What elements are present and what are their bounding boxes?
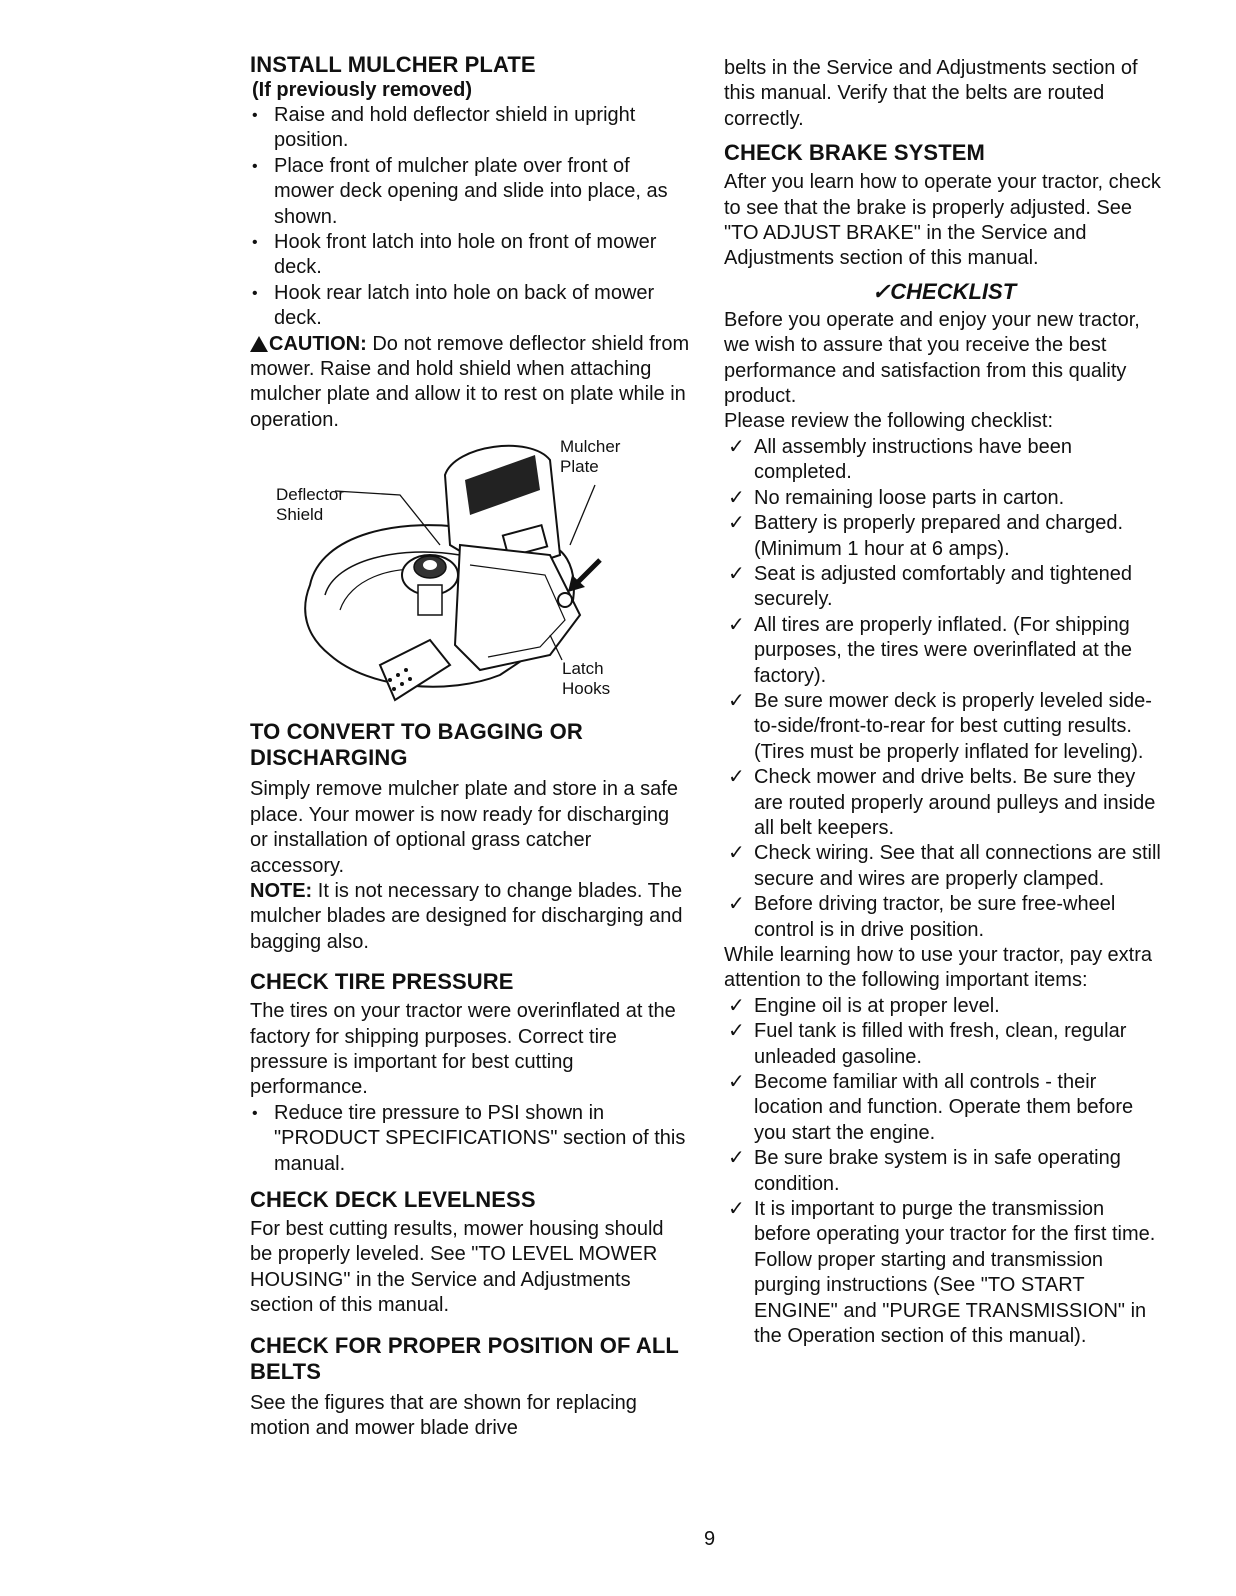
note-label: NOTE: [250,879,313,902]
check-mark-icon: ✓ [728,1147,745,1170]
list-item: ✓ Engine oil is at proper level. [724,994,1164,1019]
list-item: • Hook rear latch into hole on back of mower deck. [250,281,690,332]
check-mark-icon: ✓ [728,766,745,789]
list-item: ✓ It is important to purge the transmission before operating your tractor for the first time. Follow proper starting and transmission purging instructions (See "TO START ENGINE" and "PURGE TRANSMISSION" in the Operation section of this manual). [728,1198,1156,1348]
tire-pressure-text: The tires on your tractor were overinflated at the factory for shipping purposes. Correct tire pressure is important for best cutting performance. [250,1000,676,1099]
caution-paragraph [250,332,690,434]
convert-text: Simply remove mulcher plate and store in a safe place. Your mower is now ready for discharging or installation of optional grass catcher accessory. [250,778,678,877]
list-item: ✓ All tires are properly inflated. (For shipping purposes, the tires were overinflated at the factory). [728,613,1132,687]
list-item: • Place front of mulcher plate over front of mower deck opening and slide into place, as shown. [250,154,690,230]
note-paragraph [250,879,690,955]
list-item: ✓ Check mower and drive belts. Be sure they are routed properly around pulleys and inside all belt keepers. [728,766,1156,839]
caution-text: Do not remove deflector shield from mower. Raise and hold shield when attaching mulcher plate and allow it to rest on plate while in operation. [250,332,690,431]
list-item: ✓ Battery is properly prepared and charged. (Minimum 1 hour at 6 amps). [728,512,1124,560]
list-item: ✓ No remaining loose parts in carton. [724,486,1164,511]
belts-text: See the figures that are shown for replacing motion and mower blade drive [250,1391,637,1439]
list-item: ✓ Be sure mower deck is properly leveled side-to-side/front-to-rear for best cutting results. (Tires must be properly inflated for leveling). [728,689,1152,763]
check-mark-icon: ✓ [728,689,745,712]
list-item: • Hook front latch into hole on front of mower deck. [250,230,690,281]
list-item: • Raise and hold deflector shield in upright position. [250,103,690,154]
latch-hooks-label: Latch Hooks [562,659,611,699]
right-column [724,56,1164,1350]
install-steps-list [250,103,690,332]
check-mark-icon: ✓ [728,512,745,535]
brake-heading: CHECK BRAKE SYSTEM [724,140,985,166]
check-mark-icon: ✓ [728,1198,745,1221]
list-item: ✓ All assembly instructions have been completed. [728,435,1072,484]
deflector-shield-label: Deflector Shield [276,485,345,525]
note-text: It is not necessary to change blades. The mulcher blades are designed for discharging and bagging also. [250,879,683,953]
check-mark-icon: ✓ [728,893,745,916]
important-items [724,994,1164,1350]
checklist-heading: ✓CHECKLIST [871,278,1017,304]
tire-pressure-heading: CHECK TIRE PRESSURE [250,969,514,995]
left-column [250,52,690,1441]
check-mark-icon: ✓ [728,562,745,585]
check-mark-icon: ✓ [728,1071,745,1094]
page-number: 9 [704,1528,716,1550]
deck-levelness-text: For best cutting results, mower housing should be properly leveled. See "TO LEVEL MOWER HOUSING" in the Service and Adjustments section of this manual. [250,1217,664,1317]
check-mark-icon: ✓ [728,842,745,865]
check-mark-icon: ✓ [728,613,745,636]
list-item: ✓ Become familiar with all controls - their location and function. Operate them before you start the engine. [728,1071,1134,1144]
brake-text: After you learn how to operate your tractor, check to see that the brake is properly adjusted. See "TO ADJUST BRAKE" in the Service and Adjustments section of this manual. [724,171,1161,270]
mulcher-plate-label: Mulcher Plate [560,437,621,477]
install-mulcher-subtitle: (If previously removed) [252,79,473,101]
check-mark-icon: ✓ [728,435,745,458]
checklist-items [724,435,1164,943]
convert-heading: TO CONVERT TO BAGGING OR DISCHARGING [250,719,583,771]
belts-heading: CHECK FOR PROPER POSITION OF ALL BELTS [250,1332,679,1384]
deck-levelness-heading: CHECK DECK LEVELNESS [250,1186,536,1212]
list-item: ✓ Fuel tank is filled with fresh, clean, regular unleaded gasoline. [728,1020,1127,1068]
belts-continued-text: belts in the Service and Adjustments section of this manual. Verify that the belts are routed correctly. [724,57,1138,130]
tire-pressure-list [250,1101,690,1177]
learning-text: While learning how to use your tractor, pay extra attention to the following important items: [724,944,1152,992]
caution-label: CAUTION: [269,332,367,355]
mulcher-plate-figure [250,435,650,705]
check-mark-icon: ✓ [728,994,745,1017]
checklist-intro: Before you operate and enjoy your new tractor, we wish to assure that you receive the best performance and satisfaction from this quality product. [724,308,1140,408]
check-mark-icon: ✓ [728,486,745,509]
list-item: ✓ Check wiring. See that all connections are still secure and wires are properly clamped. [728,842,1161,890]
checklist-review: Please review the following checklist: [724,410,1054,433]
list-item: ✓ Be sure brake system is in safe operating condition. [728,1147,1121,1195]
list-item: • Reduce tire pressure to PSI shown in "PRODUCT SPECIFICATIONS" section of this manual. [250,1101,690,1177]
check-mark-icon: ✓ [728,1020,745,1043]
install-mulcher-heading: INSTALL MULCHER PLATE [250,52,536,77]
warning-triangle-icon [250,336,268,352]
list-item: ✓ Seat is adjusted comfortably and tightened securely. [728,562,1133,611]
list-item: ✓ Before driving tractor, be sure free-wheel control is in drive position. [728,893,1116,941]
